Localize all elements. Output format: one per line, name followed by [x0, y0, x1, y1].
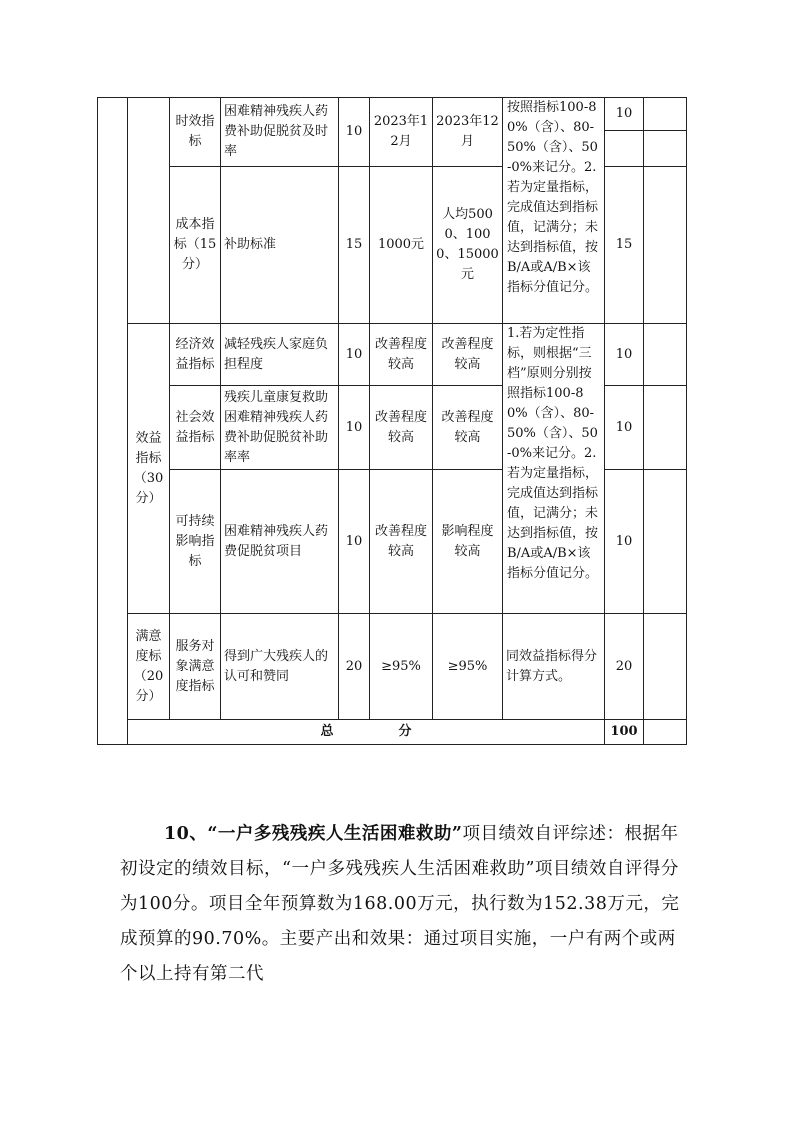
actual-cell: ≥95%	[433, 614, 503, 720]
indicator-desc: 困难精神残疾人药费补助促脱贫及时率	[221, 98, 339, 167]
remark-cell	[644, 720, 687, 745]
actual-cell: 2023年12月	[433, 98, 503, 167]
weight-cell: 20	[339, 614, 370, 720]
actual-cell: 人均5000、1000、15000元	[433, 167, 503, 324]
target-cell: 1000元	[370, 167, 433, 324]
target-cell: 改善程度较高	[370, 386, 433, 470]
score-cell: 10	[605, 470, 644, 614]
table-row	[98, 324, 687, 386]
remark-cell	[644, 614, 687, 720]
score-cell: 20	[605, 614, 644, 720]
weight-cell: 15	[339, 167, 370, 324]
score-cell: 10	[605, 386, 644, 470]
scoring-rule-cell: 同效益指标得分计算方式。	[503, 614, 605, 720]
cat2-cell: 可持续影响指标	[170, 470, 221, 614]
target-cell: 改善程度较高	[370, 324, 433, 386]
project-heading: 10、“一户多残残疾人生活困难救助”	[164, 824, 463, 844]
summary-paragraph	[120, 817, 680, 992]
cat2-cell: 社会效益指标	[170, 386, 221, 470]
cat1-benefit-cell: 效益指标（30分）	[128, 324, 170, 614]
cat1-cell	[128, 98, 170, 324]
score-cell: 10	[605, 324, 644, 386]
cat2-cell: 服务对象满意度指标	[170, 614, 221, 720]
score-cell-empty	[605, 131, 644, 167]
actual-cell: 改善程度较高	[433, 324, 503, 386]
actual-cell: 改善程度较高	[433, 386, 503, 470]
cat1-satisfaction-cell: 满意度标（20分）	[128, 614, 170, 720]
scoring-rule-cell: 1.若为定性指标，则根据“三档”原则分别按照指标100-80%（含）、80-50%（含）、50-0%来记分。2.若为定量指标，完成值达到指标值，记满分；未达到指标值，按B/A或A/B×该指标分值记分。	[503, 324, 605, 614]
actual-cell: 影响程度较高	[433, 470, 503, 614]
remark-cell	[644, 131, 687, 167]
indicator-desc: 减轻残疾人家庭负担程度	[221, 324, 339, 386]
performance-table	[97, 97, 687, 745]
indicator-desc: 补助标准	[221, 167, 339, 324]
weight-cell: 10	[339, 98, 370, 167]
cat2-cell: 经济效益指标	[170, 324, 221, 386]
remark-cell	[644, 98, 687, 131]
target-cell: ≥95%	[370, 614, 433, 720]
total-score: 100	[605, 720, 644, 745]
target-cell: 改善程度较高	[370, 470, 433, 614]
weight-cell: 10	[339, 324, 370, 386]
indicator-desc: 得到广大残疾人的认可和赞同	[221, 614, 339, 720]
cat2-cell: 成本指标（15分）	[170, 167, 221, 324]
indicator-desc: 困难精神残疾人药费促脱贫项目	[221, 470, 339, 614]
cat2-cell: 时效指标	[170, 98, 221, 167]
weight-cell: 10	[339, 386, 370, 470]
indicator-desc: 残疾儿童康复救助困难精神残疾人药费补助促脱贫补助率率	[221, 386, 339, 470]
total-row	[98, 720, 687, 745]
score-cell: 10	[605, 98, 644, 131]
table-row	[98, 98, 687, 131]
weight-cell: 10	[339, 470, 370, 614]
table-row	[98, 614, 687, 720]
scoring-rule-cell: 按照指标100-80%（含）、80-50%（含）、50-0%来记分。2.若为定量指标，完成值达到指标值，记满分；未达到指标值，按B/A或A/B×该指标分值记分。	[503, 98, 605, 324]
remark-cell	[644, 324, 687, 386]
remark-cell	[644, 470, 687, 614]
paragraph-text: 项目绩效自评综述：根据年初设定的绩效目标，“一户多残残疾人生活困难救助”项目绩效自评得分为100分。项目全年预算数为168.00万元，执行数为152.38万元，完成预算的90.70%。主要产出和效果：通过项目实施，一户有两个或两个以上持有第二代	[120, 824, 680, 984]
target-cell: 2023年12月	[370, 98, 433, 167]
score-cell: 15	[605, 167, 644, 324]
cat0-cell	[98, 98, 128, 745]
remark-cell	[644, 167, 687, 324]
total-label: 总 分	[128, 720, 605, 745]
remark-cell	[644, 386, 687, 470]
